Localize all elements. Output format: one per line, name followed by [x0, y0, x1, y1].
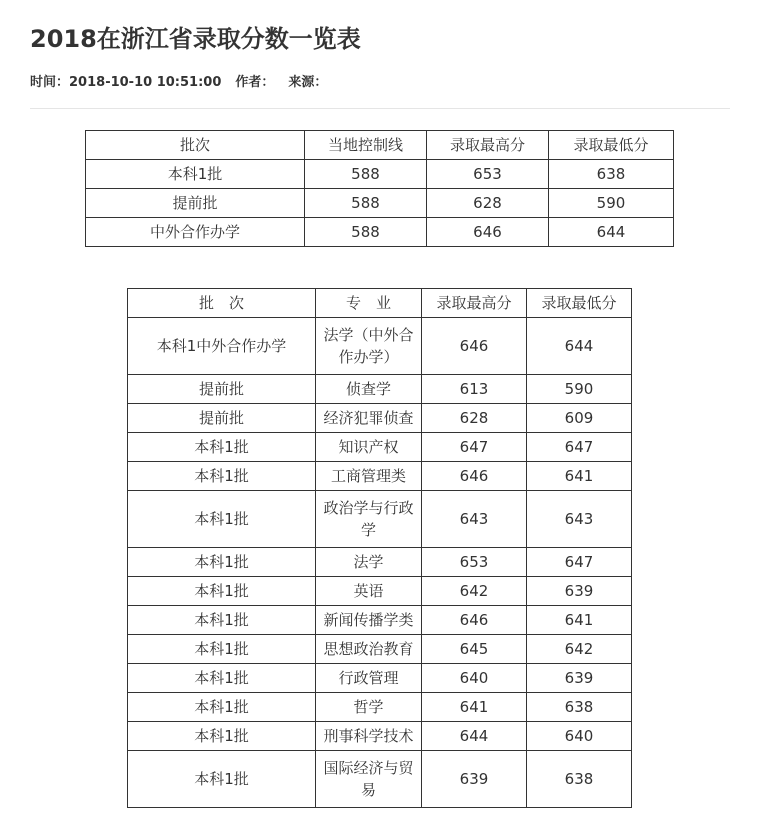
table-cell: 政治学与行政学	[316, 491, 422, 548]
table-cell: 653	[422, 548, 527, 577]
table-row	[128, 433, 632, 462]
table-cell: 588	[305, 160, 427, 189]
table-cell: 653	[427, 160, 549, 189]
title-divider	[30, 108, 730, 109]
table-cell: 641	[422, 693, 527, 722]
table-row	[128, 693, 632, 722]
table-cell: 经济犯罪侦查	[316, 404, 422, 433]
table-cell: 590	[527, 375, 632, 404]
table-cell: 提前批	[128, 375, 316, 404]
table-cell: 642	[422, 577, 527, 606]
major-score-table	[127, 288, 632, 808]
table-row	[128, 722, 632, 751]
author-label: 作者：	[235, 75, 275, 90]
column-header: 批次	[86, 131, 305, 160]
table-row	[128, 577, 632, 606]
article-meta	[30, 71, 327, 90]
table-cell: 588	[305, 189, 427, 218]
table-cell: 英语	[316, 577, 422, 606]
table-cell: 643	[527, 491, 632, 548]
table-cell: 哲学	[316, 693, 422, 722]
source-label: 来源：	[288, 75, 328, 90]
table-cell: 647	[527, 548, 632, 577]
table-cell: 628	[427, 189, 549, 218]
table-cell: 工商管理类	[316, 462, 422, 491]
table-row	[128, 635, 632, 664]
table-row	[86, 160, 674, 189]
table-cell: 641	[527, 462, 632, 491]
table-cell: 本科1批	[128, 433, 316, 462]
table-cell: 本科1批	[128, 664, 316, 693]
table-cell: 613	[422, 375, 527, 404]
table-cell: 646	[422, 318, 527, 375]
column-header: 录取最高分	[422, 289, 527, 318]
table-row	[86, 189, 674, 218]
table-cell: 本科1批	[128, 751, 316, 808]
table-row	[128, 548, 632, 577]
table-header-row	[86, 131, 674, 160]
column-header: 录取最低分	[527, 289, 632, 318]
table-cell: 588	[305, 218, 427, 247]
table-cell: 本科1批	[128, 548, 316, 577]
table-row	[128, 491, 632, 548]
table-cell: 644	[549, 218, 674, 247]
column-header: 批 次	[128, 289, 316, 318]
table-cell: 本科1批	[86, 160, 305, 189]
table-cell: 628	[422, 404, 527, 433]
table-cell: 642	[527, 635, 632, 664]
table-cell: 646	[422, 462, 527, 491]
table-cell: 638	[527, 751, 632, 808]
table-cell: 本科1中外合作办学	[128, 318, 316, 375]
table-cell: 新闻传播学类	[316, 606, 422, 635]
table-cell: 本科1批	[128, 722, 316, 751]
table-cell: 647	[422, 433, 527, 462]
table-cell: 行政管理	[316, 664, 422, 693]
table-header-row	[128, 289, 632, 318]
table-cell: 思想政治教育	[316, 635, 422, 664]
table-cell: 本科1批	[128, 462, 316, 491]
table-row	[128, 664, 632, 693]
table-cell: 644	[527, 318, 632, 375]
column-header: 录取最低分	[549, 131, 674, 160]
table-cell: 640	[422, 664, 527, 693]
table-cell: 638	[527, 693, 632, 722]
table-cell: 知识产权	[316, 433, 422, 462]
table-cell: 本科1批	[128, 693, 316, 722]
table-cell: 641	[527, 606, 632, 635]
table-cell: 646	[427, 218, 549, 247]
table-cell: 646	[422, 606, 527, 635]
table-cell: 提前批	[128, 404, 316, 433]
table-cell: 提前批	[86, 189, 305, 218]
table-row	[128, 751, 632, 808]
table-cell: 法学	[316, 548, 422, 577]
table-row	[128, 606, 632, 635]
time-label: 时间：	[30, 75, 70, 90]
table-cell: 中外合作办学	[86, 218, 305, 247]
table-cell: 639	[527, 577, 632, 606]
table-row	[128, 375, 632, 404]
table-cell: 590	[549, 189, 674, 218]
column-header: 专 业	[316, 289, 422, 318]
table-row	[128, 318, 632, 375]
table-cell: 643	[422, 491, 527, 548]
table-cell: 本科1批	[128, 491, 316, 548]
table-cell: 国际经济与贸易	[316, 751, 422, 808]
table-cell: 609	[527, 404, 632, 433]
table-cell: 法学（中外合作办学）	[316, 318, 422, 375]
table-cell: 639	[527, 664, 632, 693]
table-cell: 647	[527, 433, 632, 462]
table-row	[128, 404, 632, 433]
article-title: 2018在浙江省录取分数一览表	[30, 25, 361, 53]
column-header: 当地控制线	[305, 131, 427, 160]
table-row	[86, 218, 674, 247]
table-cell: 645	[422, 635, 527, 664]
table-cell: 刑事科学技术	[316, 722, 422, 751]
column-header: 录取最高分	[427, 131, 549, 160]
table-row	[128, 462, 632, 491]
table-cell: 639	[422, 751, 527, 808]
table-cell: 侦查学	[316, 375, 422, 404]
table-cell: 640	[527, 722, 632, 751]
publish-time: 2018-10-10 10:51:00	[69, 75, 222, 90]
table-cell: 644	[422, 722, 527, 751]
table-cell: 本科1批	[128, 635, 316, 664]
table-cell: 本科1批	[128, 606, 316, 635]
summary-score-table	[85, 130, 674, 247]
table-cell: 638	[549, 160, 674, 189]
table-cell: 本科1批	[128, 577, 316, 606]
